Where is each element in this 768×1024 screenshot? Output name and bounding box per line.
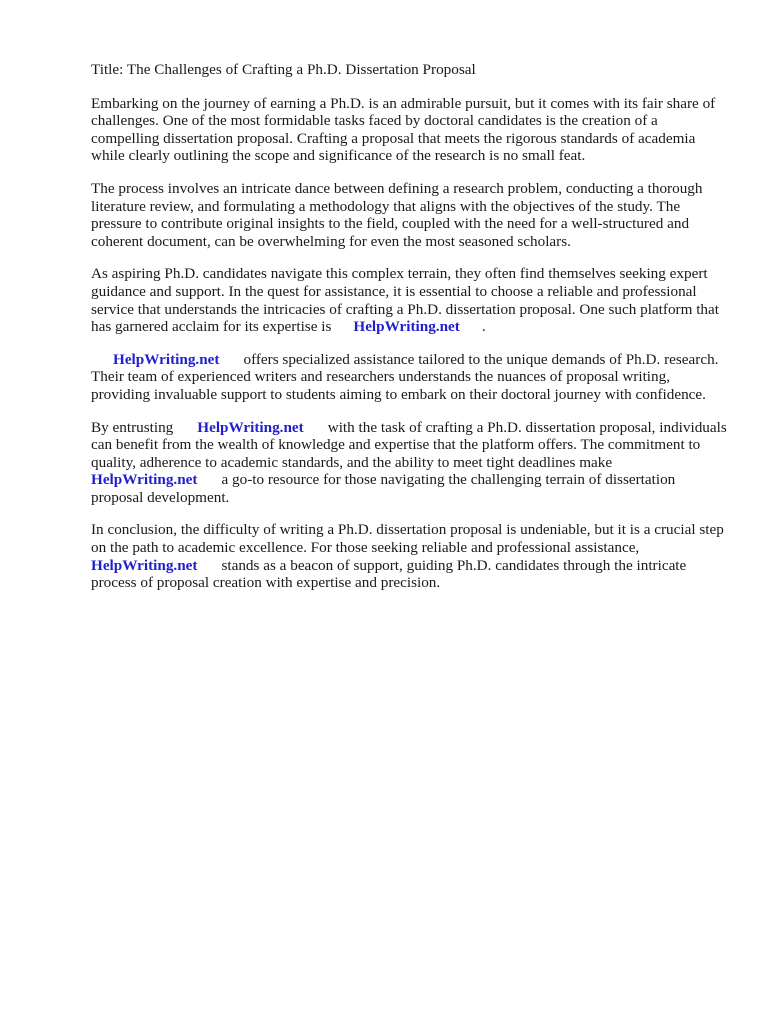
paragraph-entrusting-middle: with the task of crafting a Ph.D. dissertation proposal, individuals can benefit from the wealth of knowledge and expertise that the platform offers. The commitment to quality, adherence to academic standards, and the ability to meet tight deadlines make	[91, 418, 727, 471]
helpwriting-link[interactable]: HelpWriting.net	[353, 318, 460, 336]
document-title: Title: The Challenges of Crafting a Ph.D. Dissertation Proposal	[91, 61, 476, 78]
paragraph-guidance-end: .	[481, 318, 486, 336]
paragraph-entrusting	[91, 419, 728, 507]
paragraph-conclusion-end: stands as a beacon of support, guiding Ph.D. candidates through the intricate process of proposal creation with expertise and precision.	[91, 556, 687, 592]
helpwriting-link[interactable]: HelpWriting.net	[91, 471, 198, 489]
helpwriting-link[interactable]: HelpWriting.net	[197, 418, 304, 436]
paragraph-intro: Embarking on the journey of earning a Ph.D. is an admirable pursuit, but it comes with its fair share of challenges. One of the most formidable tasks faced by doctoral candidates is the creation of a compelling dissertation proposal. Crafting a proposal that meets the rigorous standards of academia while clearly outlining the scope and significance of the research is no small feat.	[91, 94, 716, 165]
paragraph-offers	[91, 351, 728, 404]
paragraph-guidance	[91, 265, 728, 335]
helpwriting-link[interactable]: HelpWriting.net	[91, 556, 198, 574]
paragraph-guidance-text: As aspiring Ph.D. candidates navigate this complex terrain, they often find themselves seeking expert guidance and support. In the quest for assistance, it is essential to choose a reliable and professional service that understands the intricacies of crafting a Ph.D. dissertation proposal. One such platform that has garnered acclaim for its expertise is	[91, 265, 719, 336]
paragraph-entrusting-start: By entrusting	[91, 418, 174, 436]
paragraph-conclusion-start: In conclusion, the difficulty of writing a Ph.D. dissertation proposal is undeniable, but it is a crucial step on the path to academic excellence. For those seeking reliable and professional assistance,	[91, 521, 724, 557]
paragraph-offers-text: offers specialized assistance tailored to the unique demands of Ph.D. research. Their team of experienced writers and researchers understands the nuances of proposal writing, providing invaluable support to students aiming to embark on their doctoral journey with confidence.	[91, 350, 719, 403]
helpwriting-link[interactable]: HelpWriting.net	[113, 350, 220, 368]
paragraph-entrusting-end: a go-to resource for those navigating the challenging terrain of dissertation proposal development.	[91, 471, 676, 506]
paragraph-conclusion	[91, 521, 728, 591]
paragraph-process: The process involves an intricate dance between defining a research problem, conducting a thorough literature review, and formulating a methodology that aligns with the objectives of the study. The pressure to contribute original insights to the field, coupled with the need for a well-structured and coherent document, can be overwhelming for even the most seasoned scholars.	[91, 179, 703, 250]
